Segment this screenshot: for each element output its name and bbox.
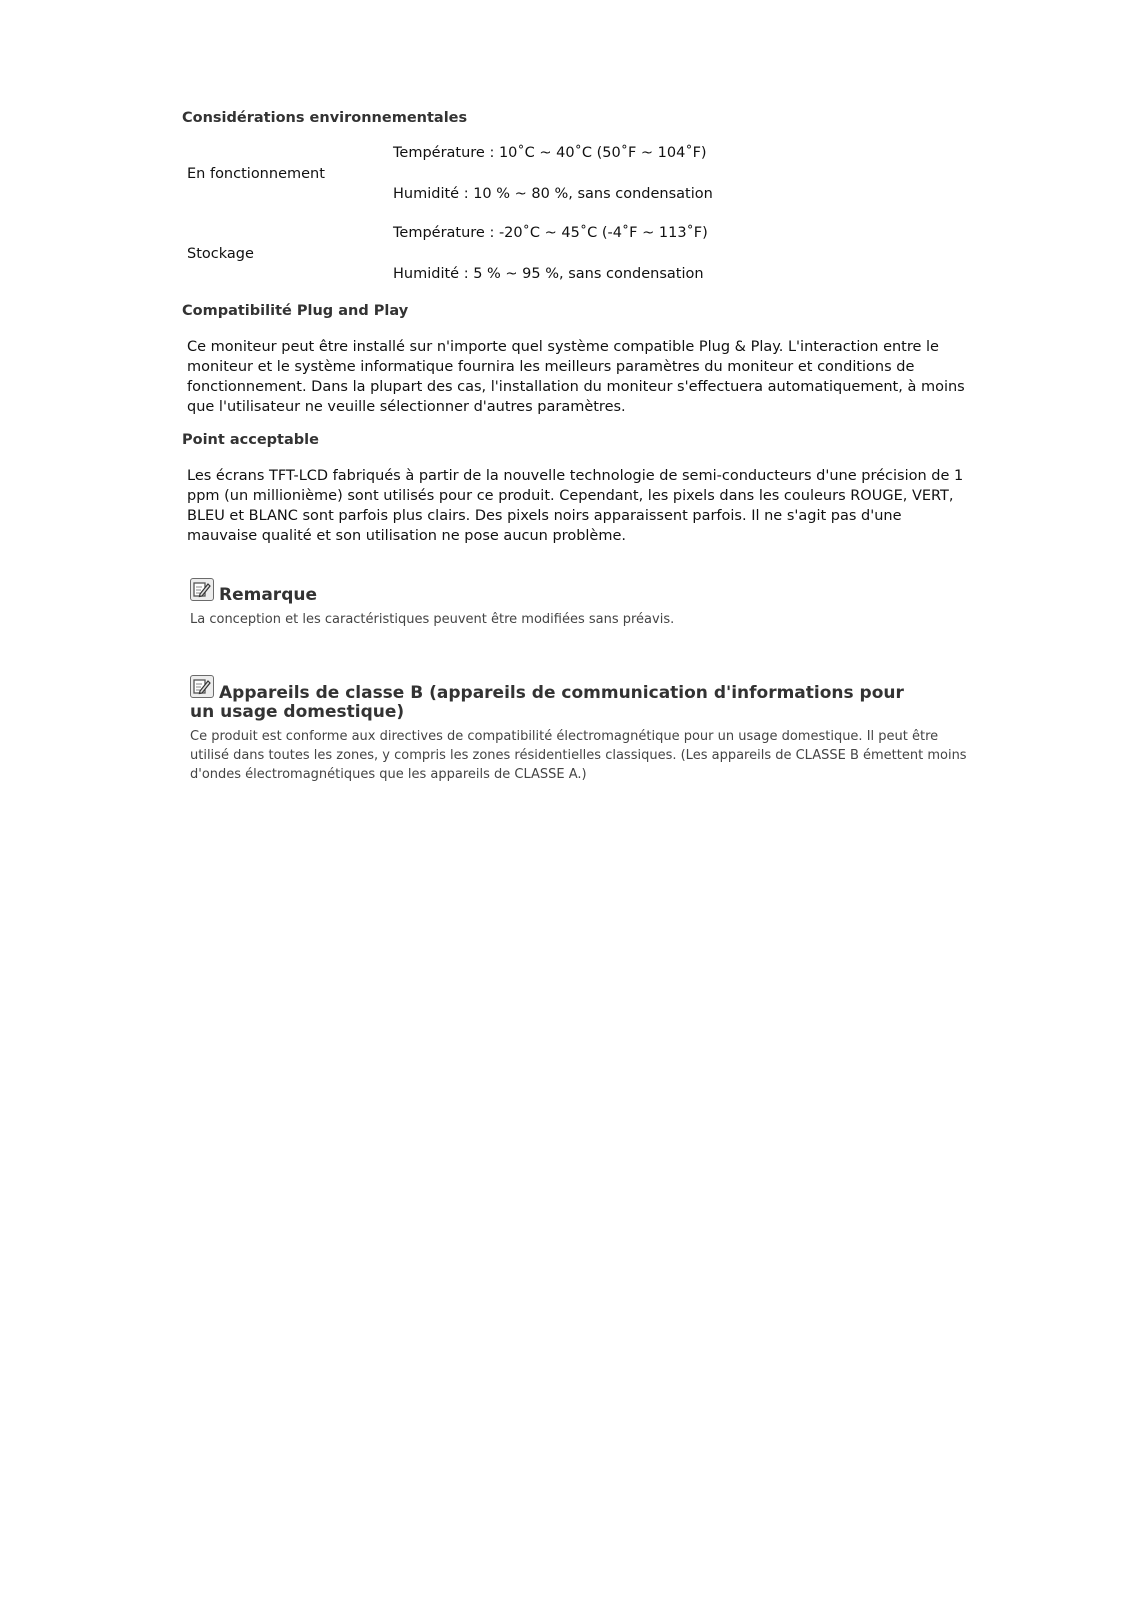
storage-temperature: Température : -20˚C ~ 45˚C (-4˚F ~ 113˚F) xyxy=(393,225,708,241)
acceptable-section-title: Point acceptable xyxy=(182,432,319,448)
classe-b-title: Appareils de classe B (appareils de communication d'informations pour un usage domestique) xyxy=(190,683,904,722)
operating-humidity: Humidité : 10 % ~ 80 %, sans condensation xyxy=(393,186,713,202)
remarque-text: La conception et les caractéristiques peuvent être modifiées sans préavis. xyxy=(190,612,675,627)
operating-label: En fonctionnement xyxy=(187,166,325,182)
remarque-title: Remarque xyxy=(219,585,317,605)
classe-b-text: Ce produit est conforme aux directives de compatibilité électromagnétique pour un usage domestique. Il peut être utilisé dans toutes les zones, y compris les zones résidentielles classiques. (Les appareils de CLASSE B émettent moins d'ondes électromagnétiques que les appareils de CLASSE A.) xyxy=(190,729,967,782)
storage-humidity: Humidité : 5 % ~ 95 %, sans condensation xyxy=(393,266,704,282)
plugplay-paragraph: Ce moniteur peut être installé sur n'importe quel système compatible Plug & Play. L'interaction entre le moniteur et le système informatique fournira les meilleurs paramètres du moniteur et conditions de fonctionnement. Dans la plupart des cas, l'installation du moniteur s'effectuera automatiquement, à moins que l'utilisateur ne veuille sélectionner d'autres paramètres. xyxy=(187,339,965,415)
operating-temperature: Température : 10˚C ~ 40˚C (50˚F ~ 104˚F) xyxy=(393,145,707,161)
acceptable-paragraph: Les écrans TFT-LCD fabriqués à partir de la nouvelle technologie de semi-conducteurs d'une précision de 1 ppm (un millionième) sont utilisés pour ce produit. Cependant, les pixels dans les couleurs ROUGE, VERT, BLEU et BLANC sont parfois plus clairs. Des pixels noirs apparaissent parfois. Il ne s'agit pas d'une mauvaise qualité et son utilisation ne pose aucun problème. xyxy=(187,468,964,544)
storage-label: Stockage xyxy=(187,246,254,262)
env-section-title: Considérations environnementales xyxy=(182,110,468,126)
plugplay-section-title: Compatibilité Plug and Play xyxy=(182,303,409,319)
note-pencil-icon xyxy=(190,578,214,601)
